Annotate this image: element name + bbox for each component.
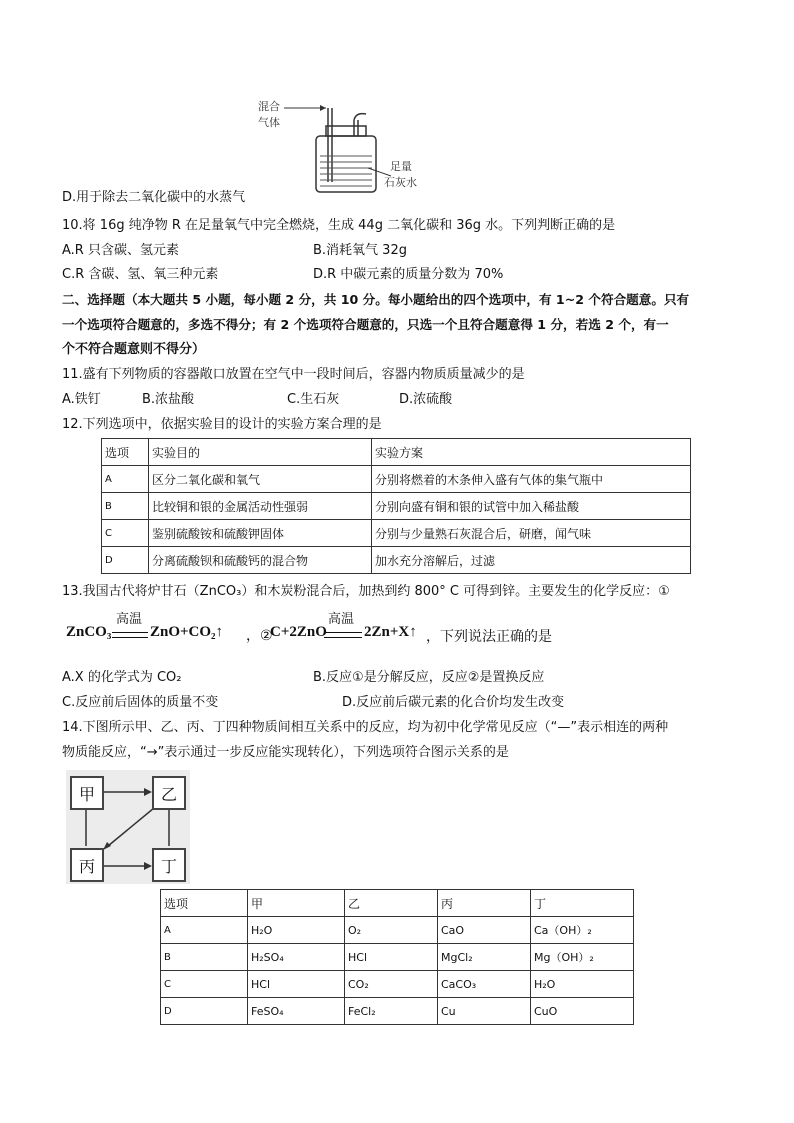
table-row <box>102 466 691 493</box>
table-cell: H₂O <box>531 971 634 998</box>
q11-option-d: D.浓硫酸 <box>399 392 453 407</box>
table-cell: H₂SO₄ <box>248 944 345 971</box>
q11-stem: 11.盛有下列物质的容器敞口放置在空气中一段时间后，容器内物质质量减少的是 <box>62 367 525 382</box>
q12-stem: 12.下列选项中，依据实验目的设计的实验方案合理的是 <box>62 417 382 432</box>
q13-equations <box>66 608 586 648</box>
eq2-left: C+2ZnO <box>270 624 327 640</box>
header-cell: 实验目的 <box>149 439 372 466</box>
table-cell: MgCl₂ <box>438 944 531 971</box>
table-cell: C <box>102 520 149 547</box>
header-cell: 实验方案 <box>372 439 691 466</box>
q13-option-d: D.反应前后碳元素的化合价均发生改变 <box>342 695 565 710</box>
table-cell: HCl <box>345 944 438 971</box>
label-sufficient: 足量 <box>390 160 412 173</box>
table-row <box>161 971 634 998</box>
table-cell: 区分二氧化碳和氧气 <box>149 466 372 493</box>
section2-line3: 个不符合题意则不得分） <box>62 342 206 357</box>
q14-stem-line1: 14.下图所示甲、乙、丙、丁四种物质间相互关系中的反应，均为初中化学常见反应（“—”表示相连的两种 <box>62 720 669 735</box>
eq1-left: ZnCO₃ <box>66 624 112 640</box>
table-row <box>102 520 691 547</box>
q10-stem: 10.将 16g 纯净物 R 在足量氧气中完全燃烧，生成 44g 二氧化碳和 36g 水。下列判断正确的是 <box>62 218 616 233</box>
table-cell: CuO <box>531 998 634 1025</box>
q10-option-a: A.R 只含碳、氢元素 <box>62 243 179 258</box>
q14-table <box>160 889 634 1025</box>
table-cell: B <box>102 493 149 520</box>
q13-option-a: A.X 的化学式为 CO₂ <box>62 670 182 685</box>
label-limewater: 石灰水 <box>384 176 417 189</box>
table-cell: 分离硫酸钡和硫酸钙的混合物 <box>149 547 372 574</box>
table-cell: FeSO₄ <box>248 998 345 1025</box>
table-cell: Cu <box>438 998 531 1025</box>
q11-option-b: B.浓盐酸 <box>142 392 195 407</box>
section2-line2: 一个选项符合题意的，多选不得分；有 2 个选项符合题意的，只选一个且符合题意得 1 分，若选 2 个，有一 <box>62 317 669 332</box>
q10-option-b: B.消耗氧气 32g <box>313 243 407 258</box>
eq1-right: ZnO+CO₂↑ <box>150 624 224 640</box>
header-cell: 乙 <box>345 890 438 917</box>
q11-option-a: A.铁钉 <box>62 392 101 407</box>
table-row <box>161 917 634 944</box>
q13-option-c: C.反应前后固体的质量不变 <box>62 695 219 710</box>
node-jia: 甲 <box>70 776 104 810</box>
table-cell: HCl <box>248 971 345 998</box>
table-cell: D <box>102 547 149 574</box>
table-cell: 鉴别硫酸铵和硫酸钾固体 <box>149 520 372 547</box>
table-cell: 分别向盛有铜和银的试管中加入稀盐酸 <box>372 493 691 520</box>
table-cell: C <box>161 971 248 998</box>
q10-option-d: D.R 中碳元素的质量分数为 70% <box>313 267 504 282</box>
table-row <box>102 493 691 520</box>
table-cell: CO₂ <box>345 971 438 998</box>
table-cell: Ca（OH）₂ <box>531 917 634 944</box>
table-row <box>161 944 634 971</box>
node-ding: 丁 <box>152 848 186 882</box>
eq1-condition: 高温 <box>116 612 143 627</box>
table-cell: A <box>102 466 149 493</box>
q14-stem-line2: 物质能反应，“→”表示通过一步反应能实现转化），下列选项符合图示关系的是 <box>62 745 509 760</box>
gas-washing-bottle-figure <box>256 96 426 196</box>
q13-option-b: B.反应①是分解反应，反应②是置换反应 <box>313 670 545 685</box>
table-cell: B <box>161 944 248 971</box>
eq2-equals-sign <box>324 632 362 638</box>
table-cell: O₂ <box>345 917 438 944</box>
table-cell: A <box>161 917 248 944</box>
table-cell: D <box>161 998 248 1025</box>
header-cell: 选项 <box>102 439 149 466</box>
table-cell: FeCl₂ <box>345 998 438 1025</box>
circle-two: ，② <box>246 628 273 644</box>
q11-option-c: C.生石灰 <box>287 392 340 407</box>
table-cell: H₂O <box>248 917 345 944</box>
header-cell: 甲 <box>248 890 345 917</box>
eq1-equals-sign <box>112 632 148 638</box>
q14-relation-diagram <box>66 770 190 884</box>
q13-stem: 13.我国古代将炉甘石（ZnCO₃）和木炭粉混合后，加热到约 800° C 可得到锌。主要发生的化学反应：① <box>62 584 670 599</box>
q13-tail: ，下列说法正确的是 <box>426 629 552 645</box>
node-yi: 乙 <box>152 776 186 810</box>
table-row <box>102 547 691 574</box>
section2-line1: 二、选择题（本大题共 5 小题，每小题 2 分，共 10 分。每小题给出的四个选项中，有 1~2 个符合题意。只有 <box>62 292 690 307</box>
table-header-row <box>161 890 634 917</box>
table-row <box>161 998 634 1025</box>
label-mixed: 混合 <box>258 100 280 113</box>
table-cell: 比较铜和银的金属活动性强弱 <box>149 493 372 520</box>
table-header-row <box>102 439 691 466</box>
table-cell: CaCO₃ <box>438 971 531 998</box>
header-cell: 选项 <box>161 890 248 917</box>
q12-table <box>101 438 691 574</box>
header-cell: 丁 <box>531 890 634 917</box>
q9-option-d: D.用于除去二氧化碳中的水蒸气 <box>62 190 246 205</box>
q10-option-c: C.R 含碳、氢、氧三种元素 <box>62 267 219 282</box>
table-cell: CaO <box>438 917 531 944</box>
header-cell: 丙 <box>438 890 531 917</box>
table-cell: 分别与少量熟石灰混合后，研磨，闻气味 <box>372 520 691 547</box>
table-cell: 分别将燃着的木条伸入盛有气体的集气瓶中 <box>372 466 691 493</box>
table-cell: Mg（OH）₂ <box>531 944 634 971</box>
eq2-condition: 高温 <box>328 612 355 627</box>
node-bing: 丙 <box>70 848 104 882</box>
table-cell: 加水充分溶解后，过滤 <box>372 547 691 574</box>
label-gas: 气体 <box>258 116 280 129</box>
eq2-right: 2Zn+X↑ <box>364 624 417 640</box>
